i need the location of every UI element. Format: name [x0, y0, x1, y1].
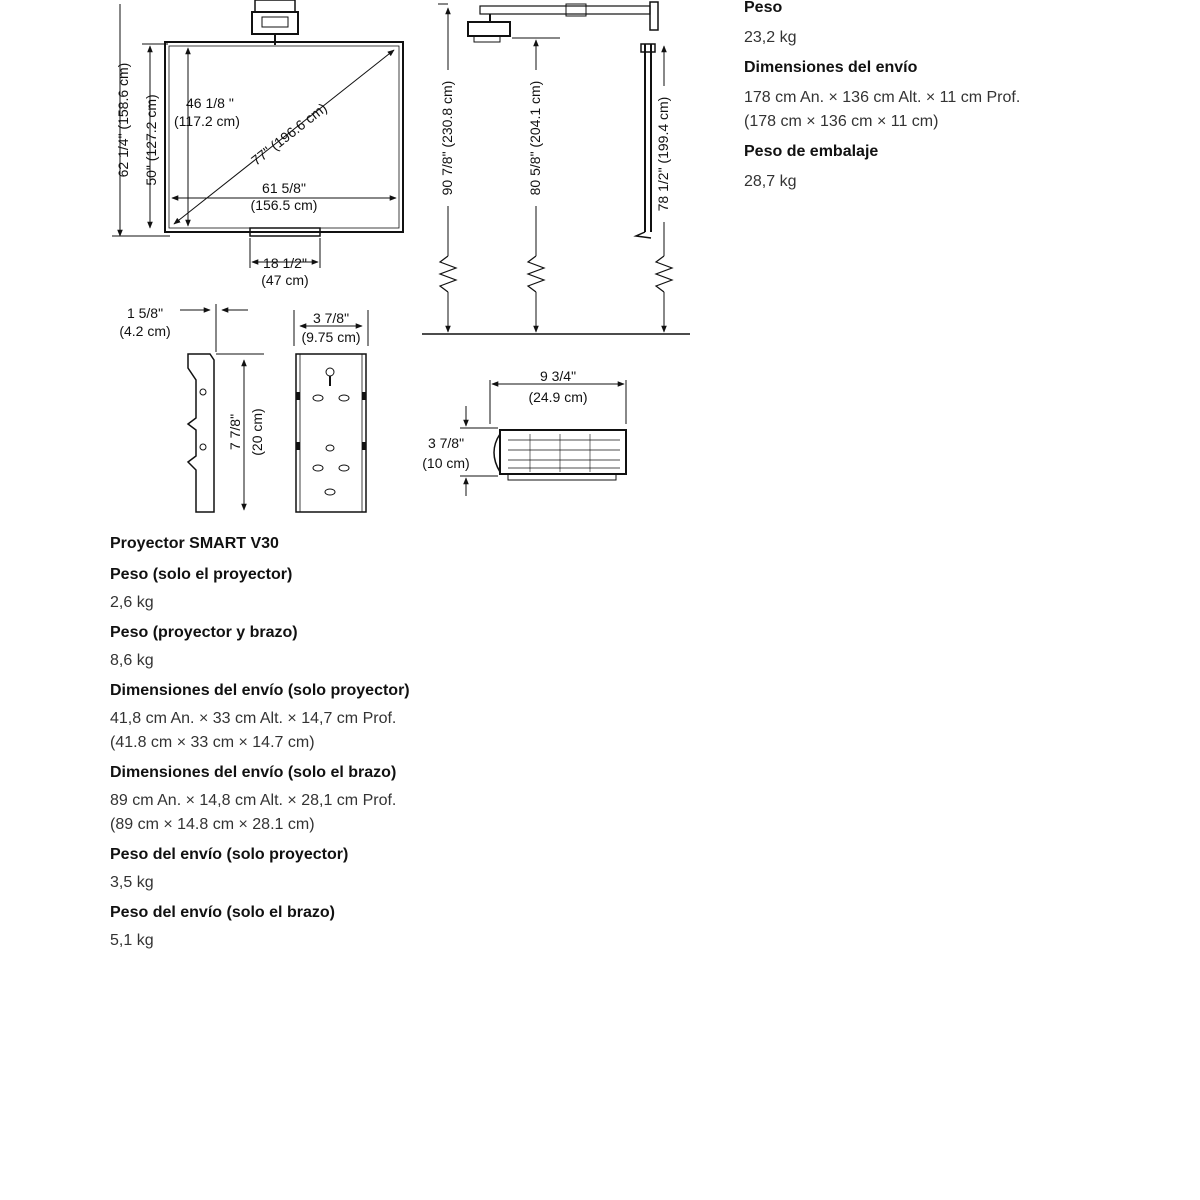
spec-shipping-dims-label: Dimensiones del envío	[744, 59, 918, 76]
dim-board-top: 78 1/2" (199.4 cm)	[655, 96, 671, 212]
spec-proj-weight-value: 2,6 kg	[110, 594, 154, 611]
projector-spec-list	[110, 534, 630, 953]
dim-mount-total: 90 7/8" (230.8 cm)	[439, 80, 455, 196]
dim-plate-height-b: (20 cm)	[249, 408, 265, 456]
spec-arm-ship-dims-value-1: 89 cm An. × 14,8 cm Alt. × 28,1 cm Prof.	[110, 792, 397, 809]
side-view-labels	[439, 81, 671, 212]
dim-plate-width-a: 3 7/8"	[312, 310, 350, 326]
spec-proj-ship-weight-label: Peso del envío (solo proyector)	[110, 846, 349, 863]
dim-half-height-b: (117.2 cm)	[174, 113, 240, 129]
dim-plate-height-a: 7 7/8"	[227, 413, 243, 451]
whiteboard-front-labels	[115, 63, 330, 288]
spec-proj-ship-dims-value-2: (41.8 cm × 33 cm × 14.7 cm)	[110, 734, 315, 751]
spec-package-weight-value: 28,7 kg	[744, 173, 797, 190]
dim-proj-width-b: (24.9 cm)	[528, 389, 588, 405]
dim-diagonal: 77" (196.6 cm)	[248, 99, 330, 169]
dim-proj-height-b: (10 cm)	[422, 455, 470, 471]
spec-arm-ship-weight-value: 5,1 kg	[110, 932, 154, 949]
dim-tray-b: (47 cm)	[261, 272, 309, 288]
dim-bracket-depth-b: (4.2 cm)	[119, 323, 171, 339]
projector-side-labels	[422, 368, 587, 471]
side-view	[422, 2, 690, 334]
spec-arm-ship-weight-label: Peso del envío (solo el brazo)	[110, 904, 335, 921]
spec-proj-ship-dims-value-1: 41,8 cm An. × 33 cm Alt. × 14,7 cm Prof.	[110, 710, 397, 727]
spec-shipping-dims-value-2: (178 cm × 136 cm × 11 cm)	[744, 113, 939, 130]
dim-proj-height-a: 3 7/8"	[427, 435, 465, 451]
spec-arm-ship-dims-label: Dimensiones del envío (solo el brazo)	[110, 764, 397, 781]
spec-proj-arm-weight-label: Peso (proyector y brazo)	[110, 624, 298, 641]
dim-arm-height: 80 5/8" (204.1 cm)	[527, 80, 543, 196]
dim-height-screen: 50" (127.2 cm)	[143, 94, 159, 186]
dim-half-height-a: 46 1/8 "	[186, 95, 234, 111]
dim-plate-width-b: (9.75 cm)	[301, 329, 361, 345]
spec-proj-ship-dims-label: Dimensiones del envío (solo proyector)	[110, 682, 410, 699]
dim-width-a: 61 5/8"	[262, 180, 306, 196]
dim-height-total: 62 1/4" (158.6 cm)	[115, 62, 131, 178]
dim-tray-a: 18 1/2"	[263, 255, 307, 271]
dim-proj-width-a: 9 3/4"	[539, 368, 577, 384]
dim-bracket-depth-a: 1 5/8"	[126, 305, 164, 321]
spec-arm-ship-dims-value-2: (89 cm × 14.8 cm × 28.1 cm)	[110, 816, 315, 833]
spec-proj-weight-label: Peso (solo el proyector)	[110, 566, 293, 583]
spec-proj-arm-weight-value: 8,6 kg	[110, 652, 154, 669]
spec-proj-ship-weight-value: 3,5 kg	[110, 874, 154, 891]
wall-bracket-labels	[119, 305, 360, 456]
spec-package-weight-label: Peso de embalaje	[744, 143, 879, 160]
projector-title: Proyector SMART V30	[110, 535, 279, 552]
dim-width-b: (156.5 cm)	[250, 197, 318, 213]
spec-shipping-dims-value-1: 178 cm An. × 136 cm Alt. × 11 cm Prof.	[744, 89, 1021, 106]
spec-weight-value: 23,2 kg	[744, 29, 797, 46]
spec-weight-label: Peso	[744, 0, 783, 16]
right-spec-list	[744, 0, 1164, 194]
